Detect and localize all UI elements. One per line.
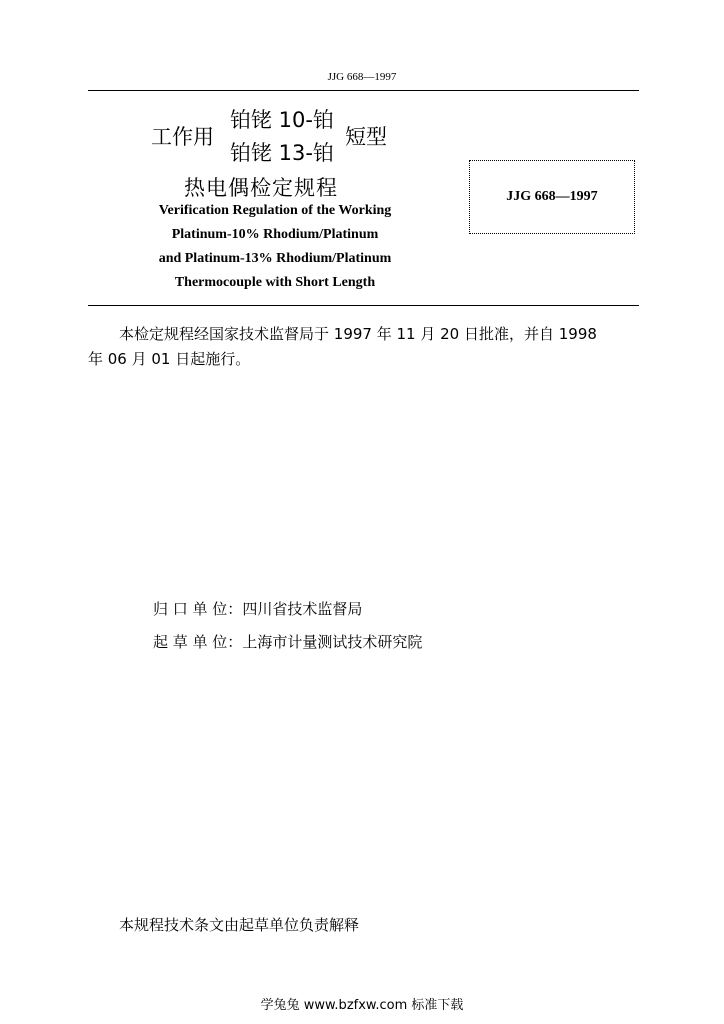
unit-row-drafting xyxy=(153,631,422,652)
title-line-3: 热电偶检定规程 xyxy=(184,176,338,200)
standard-code-box-text: JJG 668—1997 xyxy=(506,189,598,204)
title-suffix: 短型 xyxy=(345,125,387,149)
header-rule xyxy=(88,90,639,91)
title-line-1: 铂铑 10-铂 xyxy=(230,108,334,132)
unit-row-responsible xyxy=(153,598,362,619)
unit-value: 四川省技术监督局 xyxy=(242,600,363,618)
unit-label: 起 草 单 位： xyxy=(153,633,243,651)
approval-line-2: 年 06 月 01 日起施行。 xyxy=(88,350,251,368)
title-rule xyxy=(88,305,639,306)
english-title-line-1: Verification Regulation of the Working xyxy=(158,203,392,218)
english-title-line-2: Platinum-10% Rhodium/Platinum xyxy=(171,227,379,242)
title-prefix: 工作用 xyxy=(151,125,214,149)
approval-line-1: 本检定规程经国家技术监督局于 1997 年 11 月 20 日批准，并自 1998 xyxy=(119,325,597,343)
english-title-line-3: and Platinum-13% Rhodium/Platinum xyxy=(158,251,392,266)
english-title-line-4: Thermocouple with Short Length xyxy=(174,275,376,290)
interpretation-note: 本规程技术条文由起草单位负责解释 xyxy=(119,916,360,934)
footer-watermark: 学兔兔 www.bzfxw.com 标准下载 xyxy=(260,998,464,1013)
header-standard-code: JJG 668—1997 xyxy=(327,71,397,83)
standard-code-box xyxy=(469,160,635,234)
unit-value: 上海市计量测试技术研究院 xyxy=(242,633,423,651)
title-line-2: 铂铑 13-铂 xyxy=(230,141,334,165)
unit-label: 归 口 单 位： xyxy=(153,600,243,618)
